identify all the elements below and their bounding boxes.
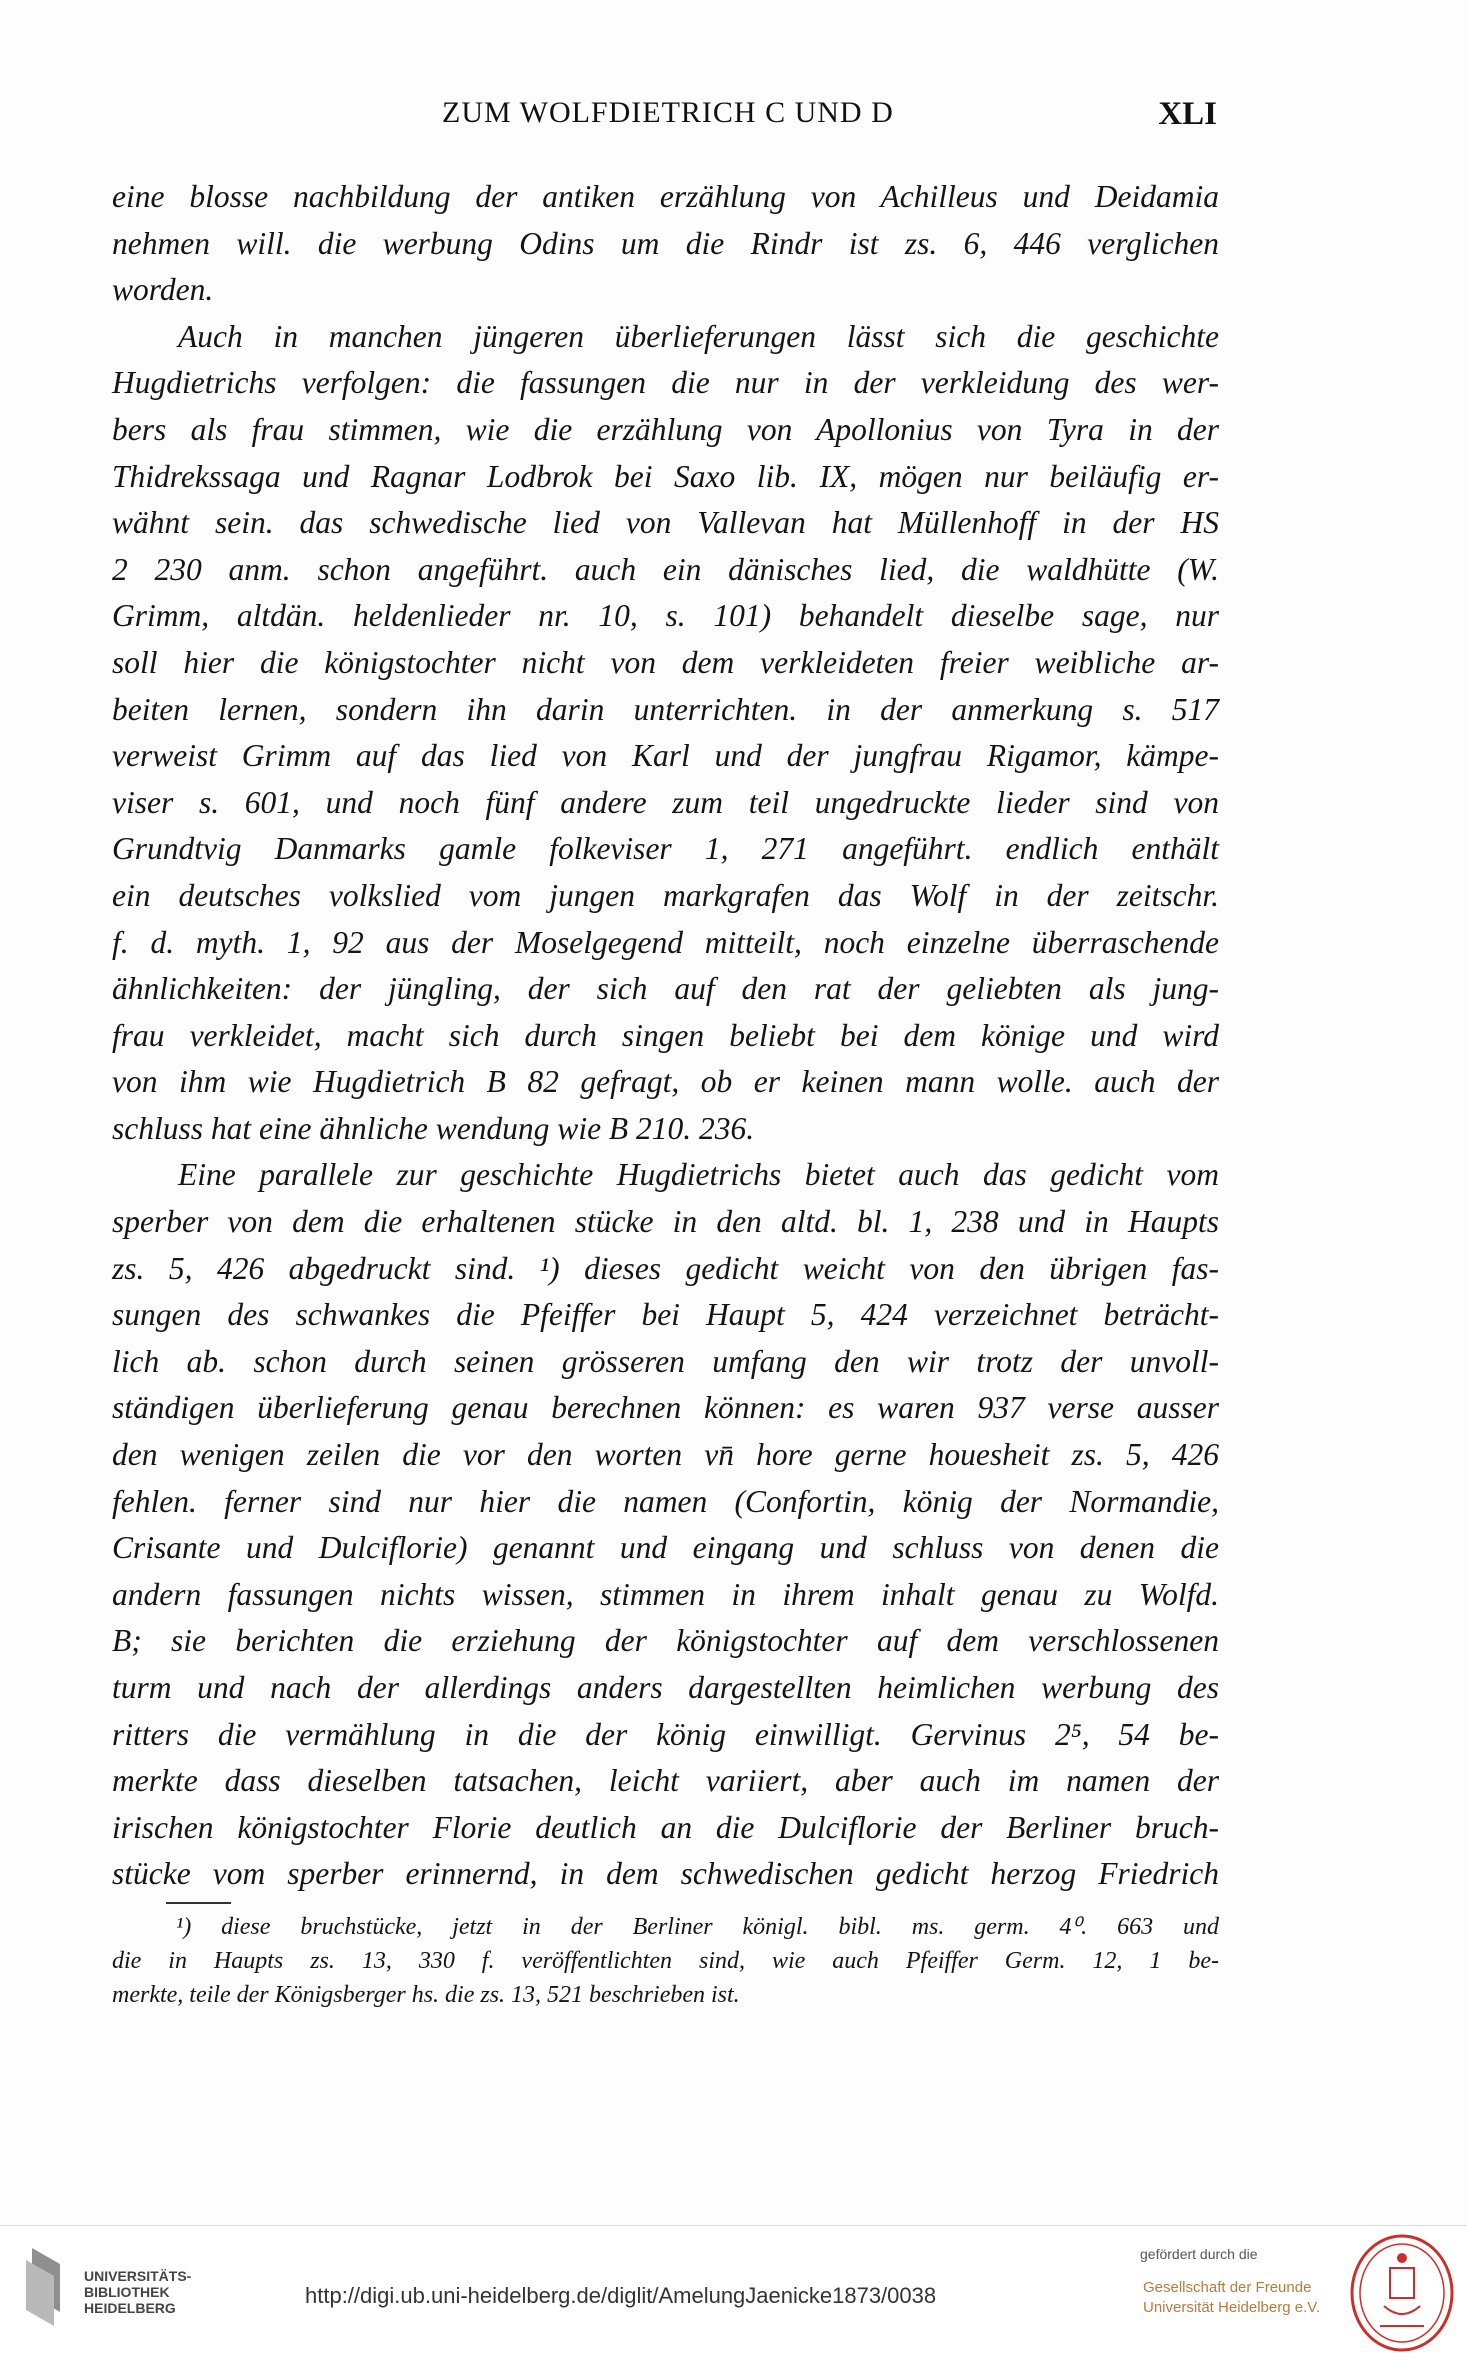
footnote-divider xyxy=(166,1902,231,1904)
body-line: 2 230 anm. schon angeführt. auch ein dänisches lied, die waldhütte (W. xyxy=(112,551,1219,587)
body-line: Eine parallele zur geschichte Hugdietrichs bietet auch das gedicht vom xyxy=(178,1157,1219,1193)
body-text xyxy=(112,174,1219,1898)
footnote-line: ¹) diese bruchstücke, jetzt in der Berliner königl. bibl. ms. germ. 4⁰. 663 und xyxy=(176,1914,1219,1940)
body-line: Grundtvig Danmarks gamle folkeviser 1, 271 angeführt. endlich enthält xyxy=(112,831,1219,867)
body-line: f. d. myth. 1, 92 aus der Moselgegend mitteilt, noch einzelne überraschende xyxy=(112,924,1219,960)
body-line: ein deutsches volkslied vom jungen markgrafen das Wolf in der zeitschr. xyxy=(112,877,1219,913)
body-line: ständigen überlieferung genau berechnen können: es waren 937 verse ausser xyxy=(112,1390,1219,1426)
body-line: von ihm wie Hugdietrich B 82 gefragt, ob er keinen mann wolle. auch der xyxy=(112,1064,1219,1100)
body-line: fehlen. ferner sind nur hier die namen (Confortin, könig der Normandie, xyxy=(112,1483,1219,1519)
body-line: ähnlichkeiten: der jüngling, der sich auf den rat der geliebten als jung- xyxy=(112,971,1219,1007)
footnote-line: merkte, teile der Königsberger hs. die zs. 13, 521 beschrieben ist. xyxy=(112,1982,740,2008)
body-line: lich ab. schon durch seinen grösseren umfang den wir trotz der unvoll- xyxy=(112,1343,1219,1379)
running-head-title: ZUM WOLFDIETRICH C UND D xyxy=(442,96,894,129)
body-line: zs. 5, 426 abgedruckt sind. ¹) dieses gedicht weicht von den übrigen fas- xyxy=(112,1250,1219,1286)
body-line: bers als frau stimmen, wie die erzählung von Apollonius von Tyra in der xyxy=(112,411,1219,447)
page-number: XLI xyxy=(1158,96,1217,132)
body-line: Grimm, altdän. heldenlieder nr. 10, s. 101) behandelt dieselbe sage, nur xyxy=(112,598,1219,634)
body-line: andern fassungen nichts wissen, stimmen in ihrem inhalt genau zu Wolfd. xyxy=(112,1576,1219,1612)
body-line: stücke vom sperber erinnernd, in dem schwedischen gedicht herzog Friedrich xyxy=(112,1856,1219,1892)
sponsor-label: gefördert durch die xyxy=(1140,2246,1258,2262)
body-line: B; sie berichten die erziehung der königstochter auf dem verschlossenen xyxy=(112,1623,1219,1659)
body-line: den wenigen zeilen die vor den worten vn̄ hore gerne houesheit zs. 5, 426 xyxy=(112,1437,1219,1473)
library-logo-icon xyxy=(24,2248,64,2326)
permalink-url[interactable]: http://digi.ub.uni-heidelberg.de/diglit/AmelungJaenicke1873/0038 xyxy=(305,2283,937,2308)
body-line: merkte dass dieselben tatsachen, leicht variiert, aber auch im namen der xyxy=(112,1763,1219,1799)
body-line: Hugdietrichs verfolgen: die fassungen die nur in der verkleidung des wer- xyxy=(112,365,1219,401)
body-line: beiten lernen, sondern ihn darin unterrichten. in der anmerkung s. 517 xyxy=(112,691,1219,727)
running-head xyxy=(112,96,1217,140)
body-line: turm und nach der allerdings anders dargestellten heimlichen werbung des xyxy=(112,1670,1219,1705)
footnotes xyxy=(112,1910,1219,2012)
footnote-line: die in Haupts zs. 13, 330 f. veröffentlichten sind, wie auch Pfeiffer Germ. 12, 1 be- xyxy=(112,1948,1219,1974)
sponsor-name[interactable]: Gesellschaft der Freunde Universität Heidelberg e.V. xyxy=(1143,2279,1321,2316)
body-line: schluss hat eine ähnliche wendung wie B 210. 236. xyxy=(112,1110,755,1146)
body-line: wähnt sein. das schwedische lied von Vallevan hat Müllenhoff in der HS xyxy=(112,505,1219,541)
body-line: nehmen will. die werbung Odins um die Rindr ist zs. 6, 446 verglichen xyxy=(112,225,1219,261)
university-seal-icon xyxy=(1350,2234,1454,2352)
body-line: Thidrekssaga und Ragnar Lodbrok bei Saxo lib. IX, mögen nur beiläufig er- xyxy=(112,458,1219,494)
body-line: eine blosse nachbildung der antiken erzählung von Achilleus und Deidamia xyxy=(112,179,1219,214)
viewer-footer xyxy=(0,2225,1467,2361)
body-line: soll hier die königstochter nicht von dem verkleideten freier weibliche ar- xyxy=(112,644,1219,680)
body-line: frau verkleidet, macht sich durch singen beliebt bei dem könige und wird xyxy=(112,1017,1219,1053)
body-line: sungen des schwankes die Pfeiffer bei Haupt 5, 424 verzeichnet beträcht- xyxy=(112,1297,1219,1333)
body-line: verweist Grimm auf das lied von Karl und der jungfrau Rigamor, kämpe- xyxy=(112,738,1219,774)
library-name[interactable]: UNIVERSITÄTS- BIBLIOTHEK HEIDELBERG xyxy=(84,2268,192,2316)
body-line: sperber von dem die erhaltenen stücke in den altd. bl. 1, 238 und in Haupts xyxy=(112,1204,1219,1240)
body-line: Auch in manchen jüngeren überlieferungen lässt sich die geschichte xyxy=(178,318,1219,354)
body-line: viser s. 601, und noch fünf andere zum teil ungedruckte lieder sind von xyxy=(112,784,1219,820)
body-line: worden. xyxy=(112,272,214,308)
body-line: ritters die vermählung in die der könig einwilligt. Gervinus 2⁵, 54 be- xyxy=(112,1716,1219,1752)
body-line: irischen königstochter Florie deutlich an die Dulciflorie der Berliner bruch- xyxy=(112,1809,1219,1845)
body-line: Crisante und Dulciflorie) genannt und eingang und schluss von denen die xyxy=(112,1530,1219,1566)
